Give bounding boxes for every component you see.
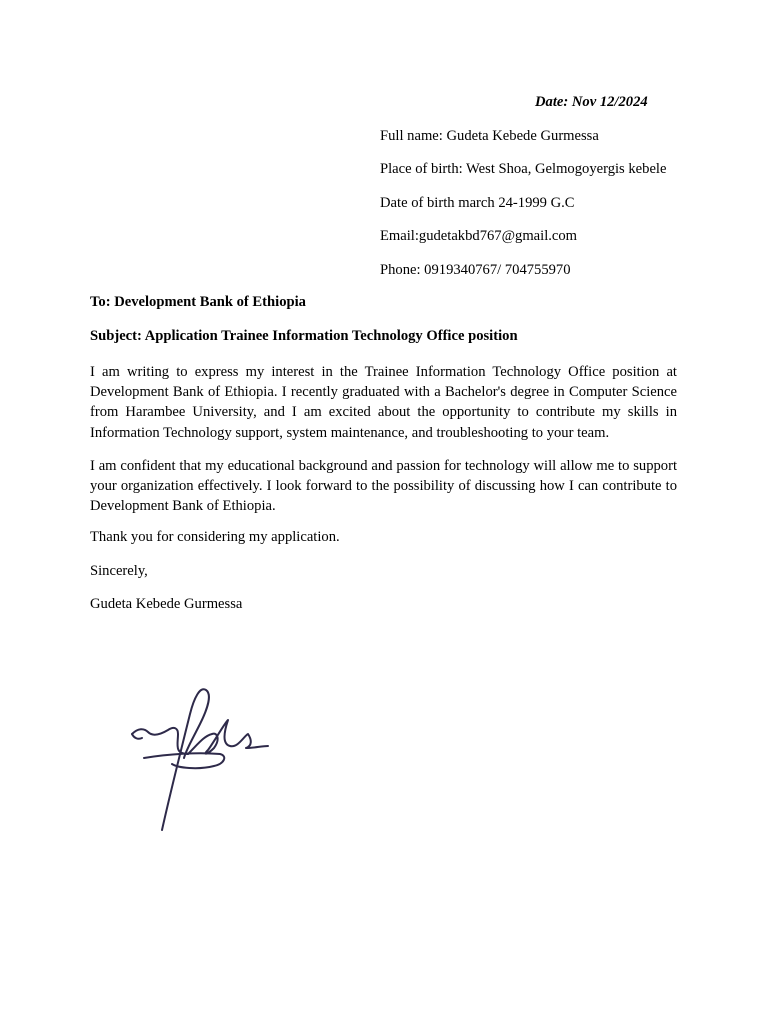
sender-phone: Phone: 0919340767/ 704755970 bbox=[380, 261, 571, 278]
sender-full-name: Full name: Gudeta Kebede Gurmessa bbox=[380, 128, 599, 144]
sender-details bbox=[380, 128, 720, 295]
signature-left-loop bbox=[132, 728, 188, 754]
sender-place-of-birth: Place of birth: West Shoa, Gelmogoyergis kebele bbox=[380, 161, 667, 178]
thanks-line: Thank you for considering my application. bbox=[90, 529, 340, 546]
handwritten-signature bbox=[128, 684, 278, 834]
signer-name: Gudeta Kebede Gurmessa bbox=[90, 596, 243, 613]
signature-tick bbox=[132, 734, 142, 739]
body-paragraph-2: I am confident that my educational background and passion for technology will allow me to support your organization effectively. I look forward to the possibility of discussing how I can contribute to Development Bank of Ethiopia. bbox=[90, 457, 677, 515]
sender-email: Email:gudetakbd767@gmail.com bbox=[380, 228, 578, 245]
letter-date: Date: Nov 12/2024 bbox=[535, 94, 648, 110]
recipient-line: To: Development Bank of Ethiopia bbox=[90, 294, 306, 310]
letter-body bbox=[90, 294, 677, 630]
subject-line: Subject: Application Trainee Information Technology Office position bbox=[90, 328, 518, 344]
closing-line: Sincerely, bbox=[90, 562, 148, 579]
signature-main-stroke bbox=[162, 689, 209, 830]
body-paragraph-1: I am writing to express my interest in the Trainee Information Technology Office position at Development Bank of Ethiopia. I recently graduated with a Bachelor's degree in Computer Science from Harambee University, and I am excited about the opportunity to contribute my skills in Information Technology support, system maintenance, and troubleshooting to your team. bbox=[90, 364, 677, 441]
sender-date-of-birth: Date of birth march 24-1999 G.C bbox=[380, 194, 575, 211]
